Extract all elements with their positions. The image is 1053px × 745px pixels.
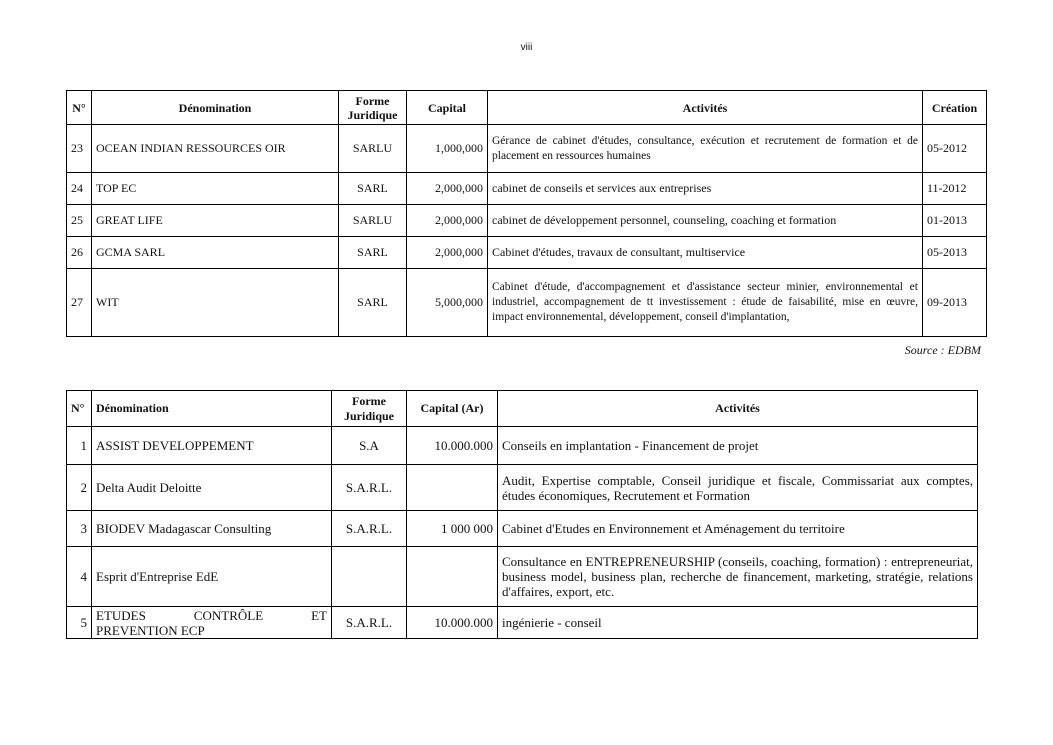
header-creation: Création (923, 91, 987, 125)
cell-form: S.A.R.L. (332, 465, 407, 511)
cell-num: 25 (67, 205, 92, 237)
cell-activities: Conseils en implantation - Financement de projet (498, 427, 978, 465)
table-row (67, 547, 978, 607)
cell-activities: Cabinet d'étude, d'accompagnement et d'assistance secteur minier, environnemental et industriel, accompagnement de tt investissement : étude de faisabilité, mise en œuvre, impact environnemental, développement, conseil d'implantation, (488, 269, 923, 337)
header-name: Dénomination (92, 91, 339, 125)
cell-creation: 05-2012 (923, 125, 987, 173)
cell-capital: 2,000,000 (407, 173, 488, 205)
cell-name: TOP EC (92, 173, 339, 205)
header-capital: Capital (Ar) (407, 391, 498, 427)
companies-table-2 (66, 390, 978, 639)
table-row (67, 173, 987, 205)
cell-num: 5 (67, 607, 92, 639)
cell-activities: cabinet de développement personnel, counseling, coaching et formation (488, 205, 923, 237)
cell-creation: 05-2013 (923, 237, 987, 269)
cell-creation: 01-2013 (923, 205, 987, 237)
table-row (67, 511, 978, 547)
cell-name: BIODEV Madagascar Consulting (92, 511, 332, 547)
table-row (67, 607, 978, 639)
cell-activities: Gérance de cabinet d'études, consultance, exécution et recrutement de formation et de placement en ressources humaines (488, 125, 923, 173)
cell-activities: Audit, Expertise comptable, Conseil juridique et fiscale, Commissariat aux comptes, études économiques, Recrutement et Formation (498, 465, 978, 511)
cell-activities: ingénierie - conseil (498, 607, 978, 639)
cell-num: 23 (67, 125, 92, 173)
table-header-row (67, 391, 978, 427)
header-num: N° (67, 91, 92, 125)
cell-name: Delta Audit Deloitte (92, 465, 332, 511)
cell-form: SARLU (339, 125, 407, 173)
cell-creation: 11-2012 (923, 173, 987, 205)
table-header-row (67, 91, 987, 125)
header-num: N° (67, 391, 92, 427)
page-number: viii (520, 42, 533, 53)
cell-form: SARL (339, 237, 407, 269)
cell-capital (407, 465, 498, 511)
cell-name-line1: ETUDES CONTRÔLE ET (96, 607, 327, 623)
cell-name-line2: PREVENTION ECP (96, 622, 205, 638)
table-row (67, 237, 987, 269)
cell-num: 3 (67, 511, 92, 547)
header-name: Dénomination (92, 391, 332, 427)
cell-num: 1 (67, 427, 92, 465)
header-form: Forme Juridique (332, 391, 407, 427)
cell-capital: 2,000,000 (407, 205, 488, 237)
table-row (67, 269, 987, 337)
cell-num: 27 (67, 269, 92, 337)
cell-name: GREAT LIFE (92, 205, 339, 237)
table-row (67, 465, 978, 511)
table-row (67, 427, 978, 465)
cell-activities: Cabinet d'études, travaux de consultant, multiservice (488, 237, 923, 269)
cell-capital: 5,000,000 (407, 269, 488, 337)
cell-form: SARL (339, 269, 407, 337)
header-capital: Capital (407, 91, 488, 125)
cell-capital: 10.000.000 (407, 607, 498, 639)
cell-capital: 10.000.000 (407, 427, 498, 465)
header-form: Forme Juridique (339, 91, 407, 125)
cell-form: S.A.R.L. (332, 511, 407, 547)
source-note: Source : EDBM (904, 343, 981, 357)
cell-capital: 1,000,000 (407, 125, 488, 173)
cell-name (92, 607, 332, 639)
companies-table-1 (66, 90, 987, 337)
cell-num: 26 (67, 237, 92, 269)
cell-creation: 09-2013 (923, 269, 987, 337)
cell-capital: 2,000,000 (407, 237, 488, 269)
cell-name: Esprit d'Entreprise EdE (92, 547, 332, 607)
cell-activities: Consultance en ENTREPRENEURSHIP (conseils, coaching, formation) : entrepreneuriat, business model, business plan, recherche de financement, marketing, stratégie, relations d'affaires, export, etc. (498, 547, 978, 607)
header-activities: Activités (498, 391, 978, 427)
cell-form: S.A (332, 427, 407, 465)
cell-num: 24 (67, 173, 92, 205)
cell-capital: 1 000 000 (407, 511, 498, 547)
cell-name: WIT (92, 269, 339, 337)
cell-activities: cabinet de conseils et services aux entreprises (488, 173, 923, 205)
cell-num: 4 (67, 547, 92, 607)
cell-num: 2 (67, 465, 92, 511)
cell-form: SARLU (339, 205, 407, 237)
cell-name: GCMA SARL (92, 237, 339, 269)
cell-activities: Cabinet d'Etudes en Environnement et Aménagement du territoire (498, 511, 978, 547)
cell-form: SARL (339, 173, 407, 205)
table-row (67, 125, 987, 173)
header-activities: Activités (488, 91, 923, 125)
cell-capital (407, 547, 498, 607)
cell-form: S.A.R.L. (332, 607, 407, 639)
cell-form (332, 547, 407, 607)
cell-name: ASSIST DEVELOPPEMENT (92, 427, 332, 465)
table-row (67, 205, 987, 237)
cell-name: OCEAN INDIAN RESSOURCES OIR (92, 125, 339, 173)
